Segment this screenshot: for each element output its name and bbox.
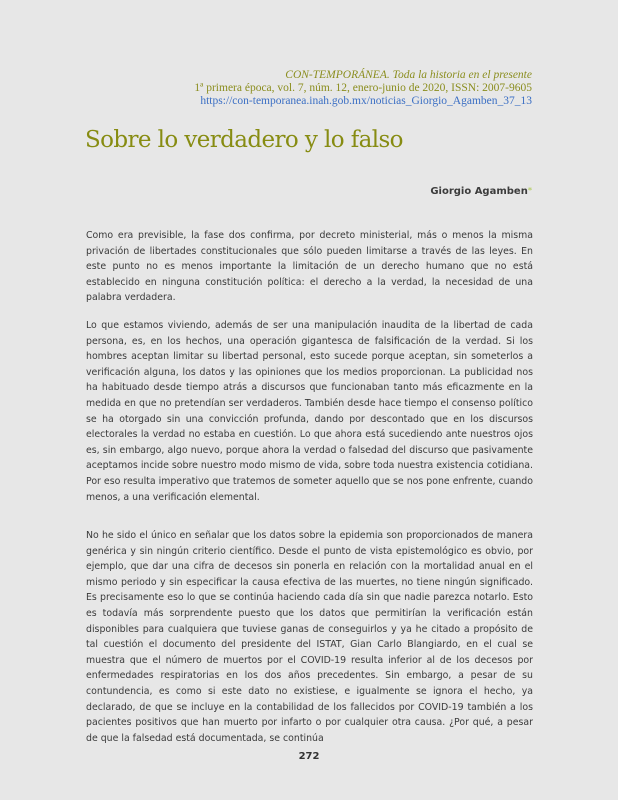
author-footnote-marker[interactable]: *: [527, 186, 532, 195]
paragraph-1: Como era previsible, la fase dos confirma, por decreto ministerial, más o menos la misma privación de libertades constitucionales que sólo pueden limitarse a través de las leyes. En este punto no es menos importante la limitación de un derecho humano que no está establecido en ninguna constitución política: el derecho a la verdad, la necesidad de una palabra verdadera.: [86, 230, 533, 304]
paragraph-2: Lo que estamos viviendo, además de ser una manipulación inaudita de la libertad de cada persona, es, en los hechos, una operación gigantesca de falsificación de la verdad. Si los hombres aceptan limitar su libertad personal, esto sucede porque aceptan, sin someterlos a verificación alguna, los datos y las opiniones que los medios proporcionan. La publicidad nos ha habituado desde tiempo atrás a discursos que funcionaban tanto más eficazmente en la medida en que no pretendían ser verdaderos. También desde hace tiempo el consenso político se ha otorgado sin una convicción profunda, dando por descontado que en los discursos electorales la verdad no estaba en cuestión. Lo que ahora está sucediendo ante nuestros ojos es, sin embargo, algo nuevo, porque ahora la verdad o falsedad del discurso que pasivamente aceptamos incide sobre nuestro modo mismo de vida, sobre toda nuestra existencia cotidiana. Por eso resulta imperativo que tratemos de someter aquello que se nos pone enfrente, cuando menos, a una verificación elemental.: [86, 320, 533, 503]
body-paragraph: [86, 528, 533, 746]
author-name: Giorgio Agamben: [430, 186, 528, 197]
page-number: 272: [298, 751, 320, 762]
article-title: Sobre lo verdadero y lo falso: [85, 127, 403, 153]
author-byline: [430, 186, 532, 197]
body-paragraph: [86, 228, 533, 306]
body-paragraph: [86, 318, 533, 505]
article-url-link[interactable]: https://con-temporanea.inah.gob.mx/noticias_Giorgio_Agamben_37_13: [200, 95, 532, 108]
issue-info: 1ª primera época, vol. 7, núm. 12, enero-junio de 2020, ISSN: 2007-9605: [194, 82, 532, 95]
journal-header: [194, 69, 532, 109]
paragraph-3: No he sido el único en señalar que los datos sobre la epidemia son proporcionados de manera genérica y sin ningún criterio científico. Desde el punto de vista epistemológico es obvio, por ejemplo, que dar una cifra de decesos sin ponerla en relación con la mortalidad anual en el mismo periodo y sin especificar la causa efectiva de las muertes, no tiene ningún significado. Es precisamente eso lo que se continúa haciendo cada día sin que nadie parezca notarlo. Esto es todavía más sorprendente puesto que los datos que permitirían la verificación están disponibles para cualquiera que tuviese ganas de conseguirlos y ya he citado a propósito de tal cuestión el documento del presidente del ISTAT, Gian Carlo Blangiardo, en el cual se muestra que el número de muertos por el COVID-19 resulta inferior al de los decesos por enfermedades respiratorias en los dos años precedentes. Sin embargo, a pesar de su contundencia, es como si este dato no existiese, e igualmente se ignora el hecho, ya declarado, de que se incluye en la contabilidad de los fallecidos por COVID-19 también a los pacientes positivos que han muerto por infarto o por cualquier otra causa. ¿Por qué, a pesar de que la falsedad está documentada, se continúa: [86, 530, 533, 744]
journal-name: CON-TEMPORÁNEA. Toda la historia en el presente: [285, 69, 532, 81]
